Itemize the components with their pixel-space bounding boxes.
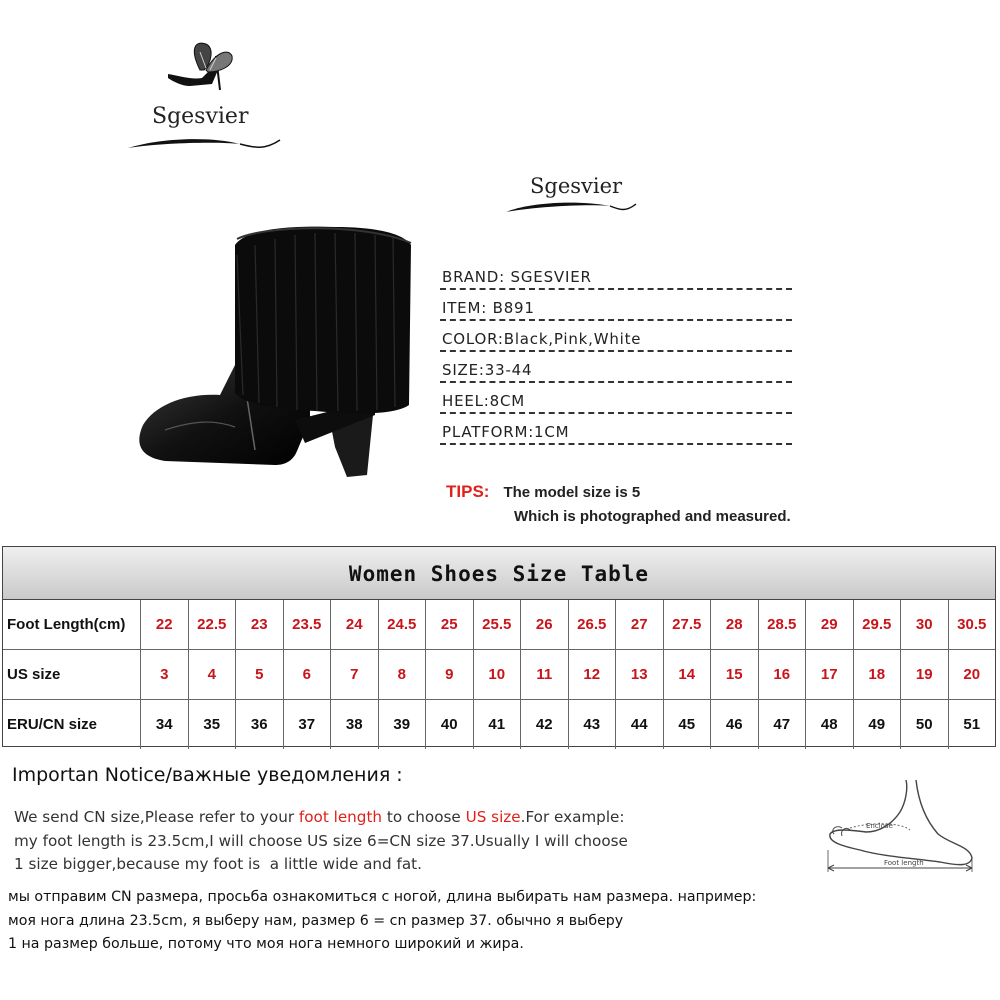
notice-ru-line3: 1 на размер больше, потому что моя нога немного широкий и жира. — [8, 936, 524, 952]
size-table-cell: 24.5 — [379, 600, 427, 649]
size-table-cell: 29 — [806, 600, 854, 649]
size-table-cell: 25.5 — [474, 600, 522, 649]
notice-en-line3: 1 size bigger,because my foot is a little wide and fat. — [14, 855, 422, 873]
notice-highlight: foot length — [298, 808, 383, 826]
size-table-cell: 19 — [901, 650, 949, 699]
enclose-label: Enclose — [866, 822, 893, 830]
size-table-cell: 26 — [521, 600, 569, 649]
notice-title: Importan Notice/важные уведомления : — [12, 764, 403, 786]
spec-heel — [440, 390, 792, 421]
spec-text: HEEL:8CM — [442, 392, 526, 410]
foot-outline-icon — [820, 778, 990, 878]
brand-logo-text: Sgesvier — [530, 174, 623, 198]
size-table-cell: 40 — [426, 700, 474, 749]
notice-english — [14, 806, 628, 877]
notice-en-line2: my foot length is 23.5cm,I will choose US size 6=CN size 37.Usually I will choose — [14, 831, 628, 850]
notice-text: We send CN size,Please refer to your — [14, 808, 299, 826]
size-table-cell: 29.5 — [854, 600, 902, 649]
size-table-cell: 49 — [854, 700, 902, 749]
size-table-cell: 7 — [331, 650, 379, 699]
spec-item — [440, 297, 792, 328]
size-table — [2, 546, 996, 747]
size-table-cell: 28.5 — [759, 600, 807, 649]
size-table-cell: 12 — [569, 650, 617, 699]
tips-line2: Which is photographed and measured. — [514, 508, 791, 525]
size-table-cell: 5 — [236, 650, 284, 699]
size-table-row-header: Foot Length(cm) — [3, 600, 141, 649]
size-table-cell: 35 — [189, 700, 237, 749]
notice-ru-line1: мы отправим CN размера, просьба ознакомиться с ногой, длина выбирать нам размера. например: — [8, 889, 757, 905]
size-table-cell: 28 — [711, 600, 759, 649]
spec-color — [440, 328, 792, 359]
brand-logo-text: Sgesvier — [152, 104, 249, 129]
size-table-cell: 22 — [141, 600, 189, 649]
logo-swoosh-icon — [120, 128, 290, 158]
size-table-row-header: ERU/CN size — [3, 700, 141, 749]
brand-logo-large — [120, 40, 290, 160]
size-table-cell: 46 — [711, 700, 759, 749]
spec-text: PLATFORM:1CM — [442, 423, 570, 441]
size-table-cell: 18 — [854, 650, 902, 699]
size-table-cell: 27.5 — [664, 600, 712, 649]
size-table-cell: 23.5 — [284, 600, 332, 649]
size-table-cell: 3 — [141, 650, 189, 699]
size-table-cell: 20 — [963, 666, 981, 683]
spec-text: COLOR:Black,Pink,White — [442, 330, 642, 348]
notice-ru-line2: моя нога длина 23.5cm, я выберу нам, размер 6 = cn размер 37. обычно я выберу — [8, 912, 624, 929]
size-table-row-header: US size — [3, 650, 141, 699]
spec-text: BRAND: SGESVIER — [442, 268, 592, 286]
tips-label: TIPS: — [446, 482, 490, 501]
size-table-cell: 22.5 — [189, 600, 237, 649]
size-table-cell: 11 — [521, 650, 569, 699]
brand-logo-small — [500, 170, 640, 220]
tips — [446, 480, 791, 529]
size-table-cell: 10 — [474, 650, 522, 699]
spec-text: SIZE:33-44 — [442, 361, 533, 379]
size-table-title: Women Shoes Size Table — [3, 547, 995, 600]
size-table-row — [3, 650, 995, 700]
size-table-cell: 41 — [474, 700, 522, 749]
notice-russian — [8, 886, 756, 957]
size-table-cell: 15 — [711, 650, 759, 699]
notice-en-line1 — [14, 806, 628, 830]
foot-length-label: Foot length — [884, 859, 924, 867]
size-table-cell: 47 — [759, 700, 807, 749]
size-table-cell: 26.5 — [569, 600, 617, 649]
size-table-cell: 6 — [284, 650, 332, 699]
notice-text: to choose — [382, 808, 466, 826]
product-specs — [440, 266, 792, 452]
size-table-cell: 36 — [236, 700, 284, 749]
size-table-cell: 25 — [426, 600, 474, 649]
size-table-cell: 34 — [141, 700, 189, 749]
size-table-cell: 14 — [664, 650, 712, 699]
size-table-cell: 23 — [236, 600, 284, 649]
size-table-cell: 8 — [379, 650, 427, 699]
size-table-cell: 39 — [379, 700, 427, 749]
size-table-row — [3, 700, 995, 749]
size-table-row — [3, 600, 995, 650]
size-table-cell: 27 — [616, 600, 664, 649]
size-table-cell: 42 — [521, 700, 569, 749]
tips-line1: The model size is 5 — [503, 484, 641, 501]
size-table-cell: 48 — [806, 700, 854, 749]
size-table-cell: 30.5 — [957, 616, 987, 633]
size-table-cell: 4 — [189, 650, 237, 699]
notice-text: .For example: — [520, 808, 625, 826]
size-table-cell: 9 — [426, 650, 474, 699]
spec-brand — [440, 266, 792, 297]
size-table-cell: 13 — [616, 650, 664, 699]
foot-measure-diagram — [820, 778, 990, 878]
size-table-cell: 37 — [284, 700, 332, 749]
spec-platform — [440, 421, 792, 452]
spec-size — [440, 359, 792, 390]
size-table-cell: 50 — [901, 700, 949, 749]
size-table-cell: 30 — [901, 600, 949, 649]
logo-swoosh-icon — [500, 196, 640, 218]
size-table-cell: 17 — [806, 650, 854, 699]
size-table-cell: 38 — [331, 700, 379, 749]
size-table-cell: 24 — [331, 600, 379, 649]
boot-product-image — [135, 215, 420, 485]
size-table-cell: 16 — [759, 650, 807, 699]
size-table-cell: 43 — [569, 700, 617, 749]
size-table-cell: 45 — [664, 700, 712, 749]
notice-highlight: US size — [465, 808, 521, 826]
spec-text: ITEM: B891 — [442, 299, 535, 317]
size-table-cell: 51 — [963, 716, 981, 733]
size-table-cell: 44 — [616, 700, 664, 749]
